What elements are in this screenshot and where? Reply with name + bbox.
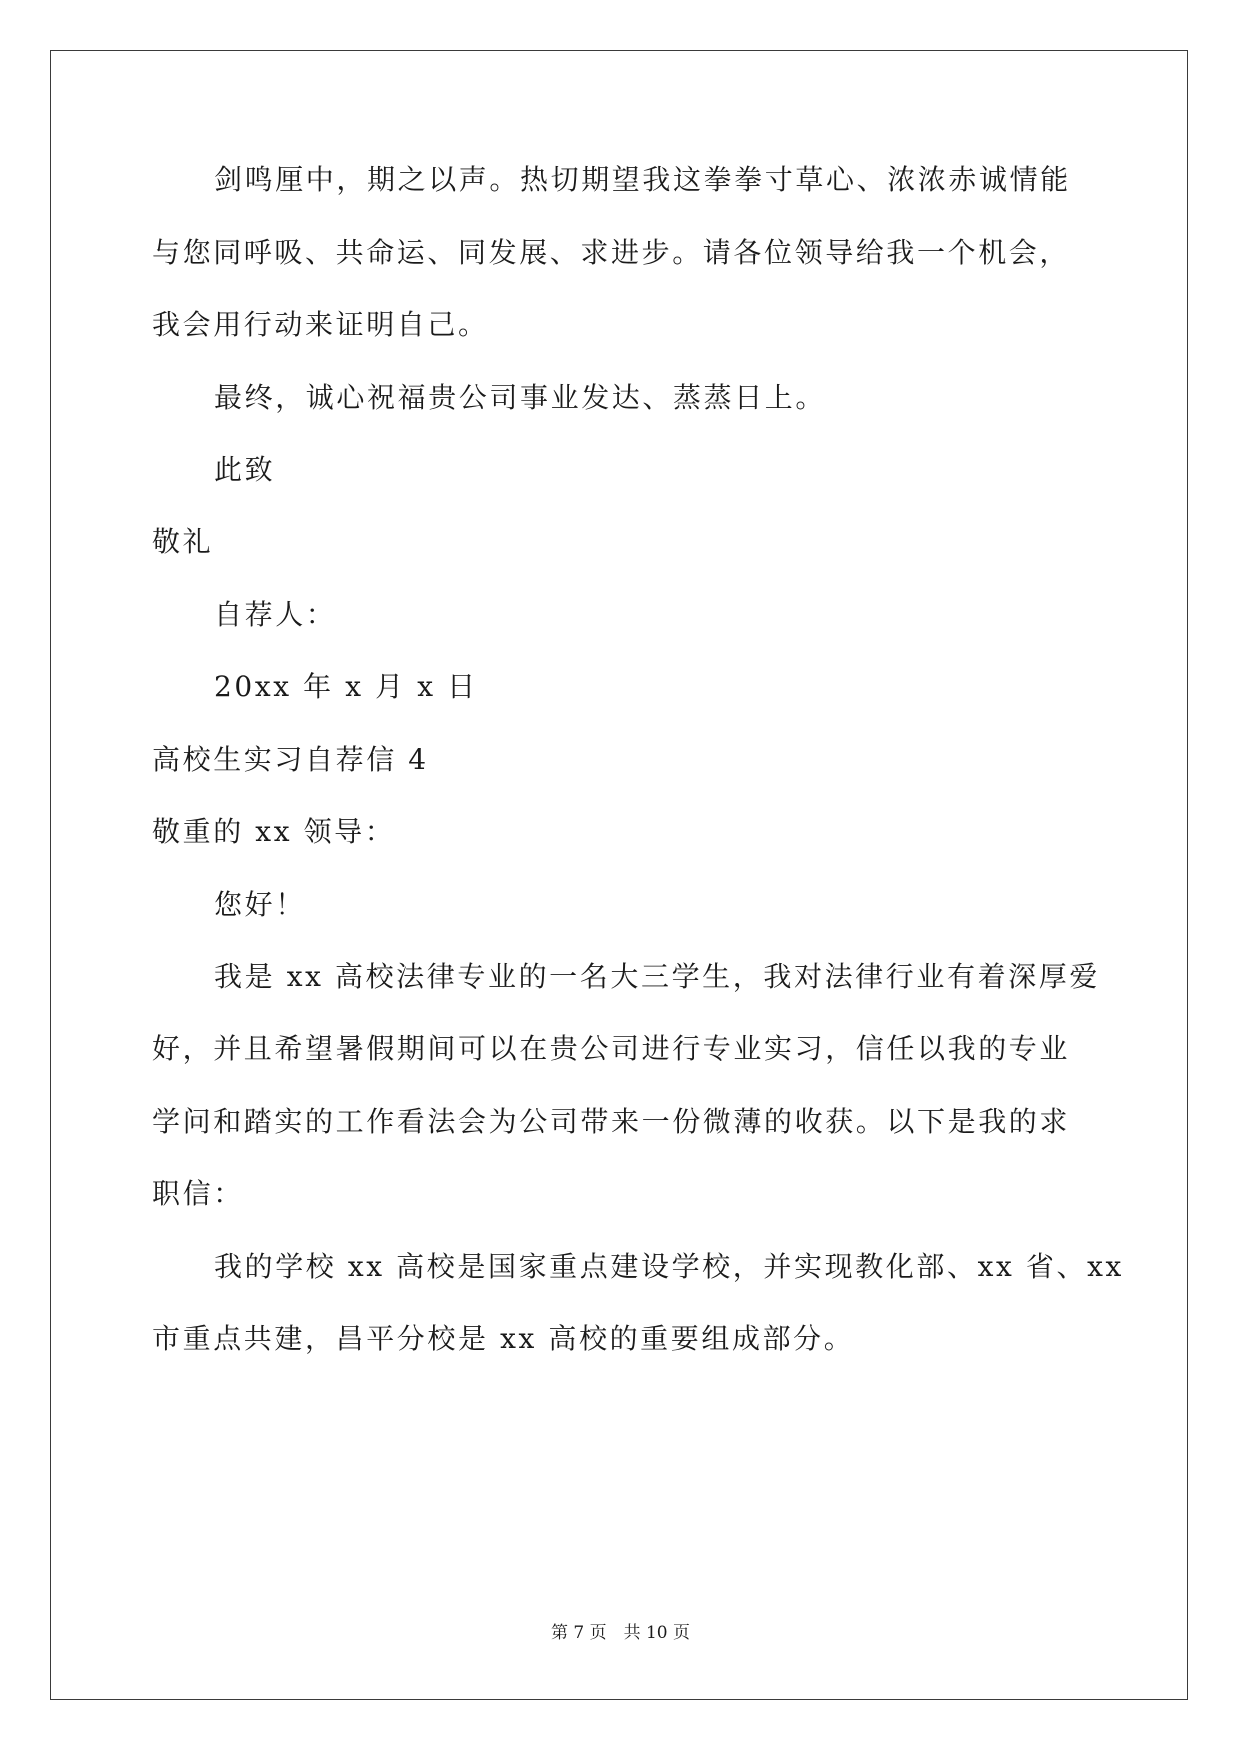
paragraph-line: 我是 xx 高校法律专业的一名大三学生，我对法律行业有着深厚爱 [214,960,1100,993]
salutation: 敬重的 xx 领导： [152,815,396,848]
page-frame [50,50,1188,1700]
greeting: 您好！ [214,888,306,921]
paragraph-line: 与您同呼吸、共命运、同发展、求进步。请各位领导给我一个机会， [152,236,1071,269]
paragraph-line: 我的学校 xx 高校是国家重点建设学校，并实现教化部、xx 省、xx [214,1250,1124,1283]
closing-line: 此致 [214,453,276,486]
paragraph-line: 市重点共建，昌平分校是 xx 高校的重要组成部分。 [152,1322,855,1355]
paragraph-line: 最终，诚心祝福贵公司事业发达、蒸蒸日上。 [214,381,827,414]
closing-line: 敬礼 [152,525,214,558]
paragraph-line: 职信： [152,1177,244,1210]
date-line: 20xx 年 x 月 x 日 [214,670,478,703]
paragraph-line: 剑鸣厘中，期之以声。热切期望我这拳拳寸草心、浓浓赤诚情能 [214,163,1071,196]
paragraph-line: 学问和踏实的工作看法会为公司带来一份微薄的收获。以下是我的求 [152,1105,1071,1138]
paragraph-line: 好，并且希望暑假期间可以在贵公司进行专业实习，信任以我的专业 [152,1032,1071,1065]
paragraph-line: 我会用行动来证明自己。 [152,308,489,341]
page-footer [0,1622,1241,1644]
signature-line: 自荐人： [214,598,337,631]
section-title: 高校生实习自荐信 4 [152,743,429,776]
page-number: 第 7 页 共 10 页 [550,1623,691,1643]
